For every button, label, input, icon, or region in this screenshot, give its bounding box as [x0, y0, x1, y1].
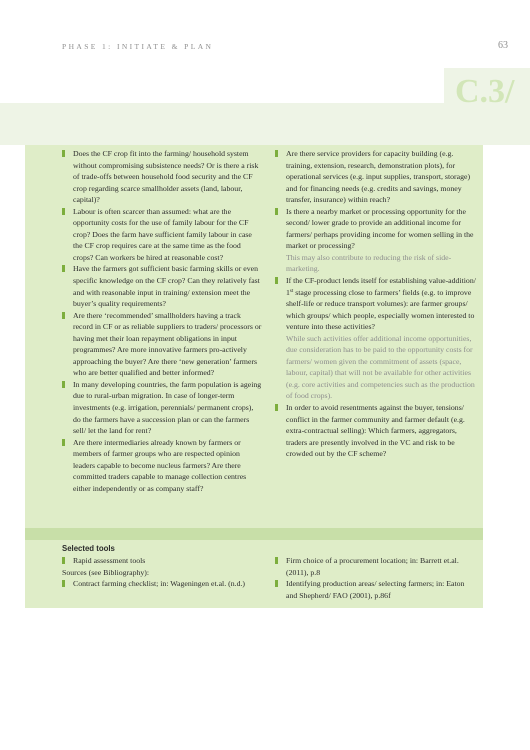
checklist-note: While such activities offer additional income opportunities, due consideration has to be paid to the opportunity costs for farmers/ women given the commitment of assets (space, labour, capital) that will not be available for other activities (e.g. core activities and competencies such as the production of food crops). [286, 333, 475, 401]
checklist-item-text: Does the CF crop fit into the farming/ household system without compromising subsistence needs? Or is there a risk of trade-offs between household food security and the CF crop regarding scarce smallholder assets (land, labour, capital)? [73, 149, 259, 205]
tools-left-column [62, 555, 267, 590]
tool-item [62, 555, 267, 567]
checklist-item-text: Are there service providers for capacity building (e.g. training, extension, research, demonstration plots), for operational services (e.g. input supplies, transport, storage) and for financing needs (e.g. credits and savings, money transfer, insurance) within reach? [286, 149, 471, 205]
checklist-item-text: Are there ‘recommended’ smallholders having a track record in CF or as reliable suppliers to traders/ processors or having met their loan repayment obligations in input programmes? Are more innovative farmers pro-actively approaching the buyer? Are there ‘new generation’ farmers who are better qualified and better informed? [73, 310, 262, 378]
bullet-bar-icon [62, 150, 65, 157]
bullet-bar-icon [62, 312, 65, 319]
checklist-item-text: In many developing countries, the farm population is ageing due to rural-urban migration. In case of longer-term investments (e.g. irrigation, perennials/ permanent crops), do the farmers have a succession plan or can the farmers sell/ let the land for rent? [73, 379, 262, 436]
checklist-item-text: Is there a nearby market or processing opportunity for the second/ lower grade to provide an additional income for farmers/ perhaps providing income for women selling in the market or processing? [286, 206, 474, 251]
tool-item-text: Identifying production areas/ selecting farmers; in: Eaton and Shepherd/ FAO (2001), p.86f [286, 579, 465, 600]
tool-item [275, 578, 477, 601]
checklist-item [275, 148, 477, 206]
checklist-item-text: Are there intermediaries already known by farmers or members of farmer groups who are respected opinion leaders capable to become nucleus farmers? Are there committed traders capable to manage collection centres either independently or as company staff? [73, 437, 247, 493]
section-label: C.3/ [455, 73, 515, 110]
checklist-item [275, 402, 477, 460]
tool-item [62, 578, 267, 590]
divider-band [25, 528, 483, 540]
tool-item-text: Contract farming checklist; in: Wageningen et.al. (n.d.) [73, 579, 246, 589]
left-column [62, 148, 262, 494]
bullet-bar-icon [275, 404, 278, 411]
bullet-bar-icon [275, 150, 278, 157]
bullet-bar-icon [275, 277, 278, 284]
checklist-item-text-end: stage processing close to farmers’ fields (e.g. to improve shelf-life or reduce transport volumes): are farmer groups/ which groups/ which people, especially women interested to venture into these activities? [286, 287, 475, 332]
checklist-item [62, 310, 262, 379]
bullet-bar-icon [62, 580, 65, 587]
checklist-item [62, 437, 262, 495]
tool-item-text: Rapid assessment tools [73, 556, 146, 565]
checklist-item-text: In order to avoid resentments against the buyer, tensions/ conflict in the farmer community and farmer default (e.g. extra-contractual selling): Which farmers, aggregators, traders are presently involved in the VC and risk to be crowded out by the CF scheme? [286, 403, 465, 459]
ordinal-suffix: st [289, 288, 294, 294]
right-column [275, 148, 477, 460]
checklist-item-text: Have the farmers got sufficient basic farming skills or even specific knowledge on the CF crop? Can they relatively fast and with reasonable input in training/ extension meet the buyer’s quality requirements? [73, 264, 260, 309]
bullet-bar-icon [62, 208, 65, 215]
checklist-item [62, 379, 262, 437]
checklist-item-text: Labour is often scarcer than assumed: what are the opportunity costs for the use of family labour for the CF crop? Does the farm have sufficient family labour in case the CF crop requires care at the same time as the food crops? Can workers be hired at reasonable cost? [73, 206, 252, 262]
bullet-bar-icon [275, 557, 278, 564]
bullet-bar-icon [62, 557, 65, 564]
bullet-bar-icon [275, 580, 278, 587]
checklist-note: This may also contribute to reducing the risk of side-marketing. [286, 252, 452, 274]
bullet-bar-icon [62, 265, 65, 272]
checklist-item [275, 275, 477, 333]
selected-tools-title: Selected tools [62, 544, 115, 553]
checklist-item [62, 263, 262, 309]
tool-item [275, 555, 477, 578]
bullet-bar-icon [62, 439, 65, 446]
tools-right-column [275, 555, 477, 601]
sources-label: Sources (see Bibliography): [62, 567, 150, 577]
bullet-bar-icon [62, 381, 65, 388]
bullet-bar-icon [275, 208, 278, 215]
checklist-item [62, 148, 262, 206]
page-number: 63 [498, 40, 508, 51]
running-title: PHASE 1: INITIATE & PLAN [62, 42, 214, 51]
tool-item-text: Firm choice of a procurement location; in: Barrett et.al. (2011), p.8 [286, 556, 459, 577]
checklist-item [62, 206, 262, 264]
checklist-item [275, 206, 477, 252]
checklist-item-text-start: If the CF-product lends itself for establishing value-addition/ 1 [286, 276, 476, 297]
